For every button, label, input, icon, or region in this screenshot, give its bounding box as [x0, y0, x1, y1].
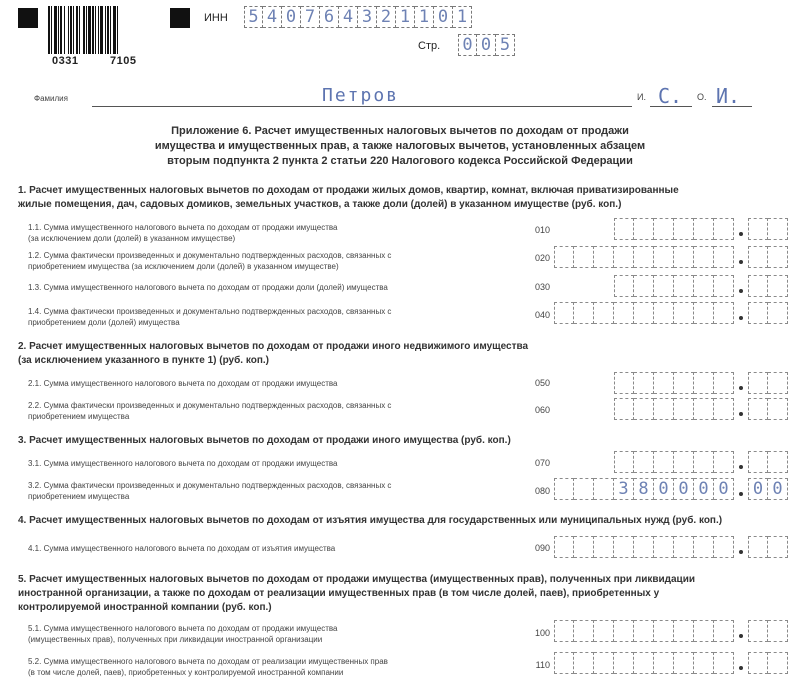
row-040-rubles-cells[interactable] [554, 302, 734, 324]
digit-cell[interactable] [694, 536, 714, 558]
barcode-bar [107, 6, 109, 54]
row-020-kopecks-cells[interactable] [748, 246, 788, 268]
barcode-bar [117, 6, 118, 54]
row-030-label [28, 282, 388, 293]
digit-cell[interactable] [594, 302, 614, 324]
decimal-separator [739, 260, 743, 264]
decimal-separator [739, 412, 743, 416]
row-100-label-line-1: 5.1. Сумма имущественного налогового вычета по доходам от продажи имущества [28, 624, 338, 633]
digit-cell[interactable] [694, 398, 714, 420]
row-010-label-line-1: 1.1. Сумма имущественного налогового вычета по доходам от продажи имущества [28, 223, 338, 232]
row-090-label-line-1: 4.1. Сумма имущественного налогового вычета по доходам от изъятия имущества [28, 544, 336, 553]
decimal-separator [739, 550, 743, 554]
corner-marker-left [18, 8, 38, 28]
digit-cell[interactable] [674, 302, 694, 324]
digit-cell[interactable] [748, 302, 768, 324]
row-020-label-line-1: 1.2. Сумма фактически произведенных и документально подтвержденных расходов, связанных с [28, 251, 392, 260]
digit-cell[interactable] [554, 620, 574, 642]
barcode-bar [105, 6, 106, 54]
barcode-bar [110, 6, 111, 54]
digit-cell[interactable]: 8 [634, 478, 654, 500]
digit-cell[interactable] [768, 620, 788, 642]
digit-cell[interactable] [634, 451, 654, 473]
digit-cell[interactable] [634, 620, 654, 642]
row-080-code: 080 [534, 486, 550, 496]
digit-cell[interactable] [694, 302, 714, 324]
row-110-label-line-2: (в том числе долей, паев), приобретенных у контролируемой иностранной компании [28, 668, 344, 677]
digit-cell[interactable]: 0 [674, 478, 694, 500]
digit-cell[interactable] [634, 275, 654, 297]
barcode-bar [88, 6, 91, 54]
row-030-code: 030 [534, 282, 550, 292]
digit-cell[interactable] [768, 398, 788, 420]
corner-marker-right [170, 8, 190, 28]
row-110-rubles-cells[interactable] [554, 652, 734, 674]
page-label: Стр. [418, 40, 441, 52]
section-2-heading-line-1: 2. Расчет имущественных налоговых вычетов по доходам от продажи иного недвижимого имущества [18, 341, 529, 352]
inn-digit-cell-8[interactable]: 2 [377, 6, 396, 28]
digit-cell[interactable] [768, 302, 788, 324]
appendix-title-line-3: вторым подпункта 2 пункта 2 статьи 220 Налогового кодекса Российской Федерации [167, 155, 633, 167]
digit-cell[interactable] [674, 398, 694, 420]
row-050-kopecks-cells[interactable] [748, 372, 788, 394]
row-100-kopecks-cells[interactable] [748, 620, 788, 642]
digit-cell[interactable] [634, 302, 654, 324]
digit-cell[interactable] [614, 536, 634, 558]
digit-cell[interactable] [574, 246, 594, 268]
inn-digit-cell-12[interactable]: 1 [453, 6, 472, 28]
row-010-label-line-2: (за исключением доли (долей) в указанном имуществе) [28, 234, 236, 243]
row-070-label-line-1: 3.1. Сумма имущественного налогового вычета по доходам от продажи имущества [28, 459, 338, 468]
row-060-kopecks-cells[interactable] [748, 398, 788, 420]
inn-field[interactable] [244, 6, 472, 28]
barcode-bar [54, 6, 57, 54]
decimal-separator [739, 232, 743, 236]
decimal-separator [739, 289, 743, 293]
digit-cell[interactable] [634, 372, 654, 394]
barcode-bar [64, 6, 65, 54]
digit-cell[interactable] [554, 302, 574, 324]
inn-digit-cell-10[interactable]: 1 [415, 6, 434, 28]
digit-cell[interactable] [694, 620, 714, 642]
digit-cell[interactable] [714, 451, 734, 473]
row-080-label-line-2: приобретением имущества [28, 492, 130, 501]
digit-cell[interactable] [694, 652, 714, 674]
digit-cell[interactable] [574, 536, 594, 558]
barcode-bar [60, 6, 62, 54]
digit-cell[interactable] [614, 218, 634, 240]
digit-cell[interactable] [674, 620, 694, 642]
barcode-bar [73, 6, 74, 54]
digit-cell[interactable] [594, 620, 614, 642]
row-060-label [28, 400, 391, 422]
digit-cell[interactable] [768, 372, 788, 394]
row-090-kopecks-cells[interactable] [748, 536, 788, 558]
decimal-separator [739, 492, 743, 496]
section-4-heading-line-1: 4. Расчет имущественных налоговых вычетов по доходам от изъятия имущества для государственных или муниципальных нужд (руб. коп.) [18, 515, 723, 526]
appendix-title-line-1: Приложение 6. Расчет имущественных налоговых вычетов по доходам от продажи [171, 125, 629, 137]
digit-cell[interactable] [554, 478, 574, 500]
surname-value[interactable]: Петров [322, 85, 400, 106]
digit-cell[interactable] [768, 218, 788, 240]
barcode-number-right: 7105 [110, 55, 137, 67]
page-digit-cell-3[interactable]: 5 [496, 34, 515, 56]
digit-cell[interactable] [634, 652, 654, 674]
row-090-label [28, 543, 335, 554]
row-060-code: 060 [534, 405, 550, 415]
row-040-label-line-2: приобретением доли (долей) имущества [28, 318, 180, 327]
barcode-bar [70, 6, 72, 54]
row-100-code: 100 [534, 628, 550, 638]
barcode-bar [51, 6, 52, 54]
digit-cell[interactable] [654, 218, 674, 240]
row-040-label [28, 306, 391, 328]
digit-cell[interactable] [674, 372, 694, 394]
inn-digit-cell-3[interactable]: 0 [282, 6, 301, 28]
inn-label: ИНН [204, 12, 228, 24]
section-3-heading-line-1: 3. Расчет имущественных налоговых вычетов по доходам от продажи иного имущества (руб. коп.) [18, 435, 511, 446]
row-060-rubles-cells[interactable] [614, 398, 734, 420]
digit-cell[interactable] [694, 451, 714, 473]
row-070-kopecks-cells[interactable] [748, 451, 788, 473]
barcode-bar [95, 6, 96, 54]
digit-cell[interactable] [674, 275, 694, 297]
digit-cell[interactable] [674, 451, 694, 473]
row-030-rubles-cells[interactable] [614, 275, 734, 297]
barcode-bar [48, 6, 50, 54]
row-020-code: 020 [534, 253, 550, 263]
digit-cell[interactable]: 0 [714, 478, 734, 500]
barcode [48, 6, 148, 54]
barcode-bar [98, 6, 99, 54]
digit-cell[interactable] [714, 246, 734, 268]
row-050-code: 050 [534, 378, 550, 388]
digit-cell[interactable] [594, 536, 614, 558]
digit-cell[interactable] [574, 652, 594, 674]
digit-cell[interactable] [554, 536, 574, 558]
digit-cell[interactable] [594, 652, 614, 674]
row-060-label-line-1: 2.2. Сумма фактически произведенных и документально подтвержденных расходов, связанных с [28, 401, 392, 410]
inn-digit-cell-7[interactable]: 3 [358, 6, 377, 28]
decimal-separator [739, 316, 743, 320]
digit-cell[interactable] [654, 652, 674, 674]
digit-cell[interactable] [748, 652, 768, 674]
barcode-bar [86, 6, 87, 54]
barcode-bar [68, 6, 69, 54]
initial-second-value[interactable]: И. [716, 84, 741, 108]
barcode-bar [79, 6, 80, 54]
digit-cell[interactable] [768, 536, 788, 558]
inn-digit-cell-9[interactable]: 1 [396, 6, 415, 28]
inn-digit-cell-2[interactable]: 4 [263, 6, 282, 28]
digit-cell[interactable] [748, 536, 768, 558]
row-080-rubles-cells[interactable] [554, 478, 734, 500]
row-100-label-line-2: (имущественных прав), полученных при ликвидации иностранной организации [28, 635, 323, 644]
digit-cell[interactable] [574, 302, 594, 324]
digit-cell[interactable] [714, 218, 734, 240]
digit-cell[interactable] [768, 451, 788, 473]
barcode-bar [100, 6, 103, 54]
row-100-label [28, 623, 338, 645]
digit-cell[interactable] [714, 620, 734, 642]
digit-cell[interactable]: 0 [748, 478, 768, 500]
digit-cell[interactable] [614, 275, 634, 297]
digit-cell[interactable] [654, 398, 674, 420]
digit-cell[interactable] [694, 218, 714, 240]
digit-cell[interactable] [694, 275, 714, 297]
barcode-bar [92, 6, 94, 54]
digit-cell[interactable] [674, 218, 694, 240]
digit-cell[interactable] [694, 372, 714, 394]
digit-cell[interactable] [574, 478, 594, 500]
digit-cell[interactable] [654, 536, 674, 558]
row-090-rubles-cells[interactable] [554, 536, 734, 558]
row-110-code: 110 [535, 660, 550, 670]
barcode-number-left: 0331 [52, 55, 79, 67]
row-030-kopecks-cells[interactable] [748, 275, 788, 297]
digit-cell[interactable] [614, 246, 634, 268]
barcode-bar [83, 6, 85, 54]
digit-cell[interactable] [714, 652, 734, 674]
digit-cell[interactable] [714, 275, 734, 297]
digit-cell[interactable] [748, 218, 768, 240]
inn-digit-cell-1[interactable]: 5 [244, 6, 263, 28]
section-5-heading-line-1: 5. Расчет имущественных налоговых вычетов по доходам от продажи имущества (имущественных прав), полученных при ликвидации [18, 574, 695, 585]
surname-underline [92, 106, 632, 107]
section-1-heading-line-1: 1. Расчет имущественных налоговых вычетов по доходам от продажи жилых домов, квартир, комнат, включая приватизированные [18, 185, 679, 196]
digit-cell[interactable] [748, 275, 768, 297]
digit-cell[interactable] [574, 620, 594, 642]
row-010-code: 010 [534, 225, 550, 235]
row-050-label [28, 378, 338, 389]
section-1-heading-line-2: жилые помещения, дач, садовых домиков, земельных участков, а также доли (долей) в указанном имуществе (руб. коп.) [18, 199, 622, 210]
row-010-label [28, 222, 338, 244]
digit-cell[interactable] [654, 246, 674, 268]
row-020-rubles-cells[interactable] [554, 246, 734, 268]
digit-cell[interactable] [674, 246, 694, 268]
digit-cell[interactable] [748, 398, 768, 420]
row-070-label [28, 458, 338, 469]
digit-cell[interactable] [654, 302, 674, 324]
decimal-separator [739, 386, 743, 390]
inn-digit-cell-4[interactable]: 7 [301, 6, 320, 28]
digit-cell[interactable] [554, 652, 574, 674]
appendix-title-line-2: имущества и имущественных прав, а также налоговых вычетов, установленных абзацем [154, 140, 646, 152]
row-040-kopecks-cells[interactable] [748, 302, 788, 324]
section-5-heading-line-2: иностранной организации, а также по доходам от реализации имущественных прав (в том числе долей, паев), приобретенных у [18, 588, 660, 599]
page-digit-cell-2[interactable]: 0 [477, 34, 496, 56]
initial-first-label: И. [637, 92, 646, 102]
digit-cell[interactable] [614, 652, 634, 674]
row-080-label [28, 480, 391, 502]
digit-cell[interactable] [654, 275, 674, 297]
section-5-heading-line-3: контролируемой иностранной компании (руб. коп.) [18, 602, 272, 613]
row-110-label-line-1: 5.2. Сумма имущественного налогового вычета по доходам от реализации имущественных прав [28, 657, 388, 666]
digit-cell[interactable] [654, 372, 674, 394]
section-2-heading-line-2: (за исключением указанного в пункте 1) (руб. коп.) [18, 355, 269, 366]
row-110-label [28, 656, 388, 678]
digit-cell[interactable] [768, 246, 788, 268]
barcode-bar [58, 6, 59, 54]
digit-cell[interactable] [614, 398, 634, 420]
row-080-kopecks-cells[interactable] [748, 478, 788, 500]
inn-digit-cell-5[interactable]: 6 [320, 6, 339, 28]
digit-cell[interactable] [614, 620, 634, 642]
digit-cell[interactable] [634, 536, 654, 558]
digit-cell[interactable] [614, 302, 634, 324]
row-070-rubles-cells[interactable] [614, 451, 734, 473]
initial-second-label: О. [697, 92, 707, 102]
digit-cell[interactable] [714, 302, 734, 324]
row-020-label-line-2: приобретением имущества (за исключением доли (долей) в указанном имуществе) [28, 262, 339, 271]
digit-cell[interactable] [674, 536, 694, 558]
digit-cell[interactable] [768, 275, 788, 297]
digit-cell[interactable] [614, 372, 634, 394]
inn-digit-cell-11[interactable]: 0 [434, 6, 453, 28]
digit-cell[interactable] [748, 246, 768, 268]
page-number-field[interactable] [458, 34, 515, 56]
page-digit-cell-1[interactable]: 0 [458, 34, 477, 56]
row-020-label [28, 250, 391, 272]
decimal-separator [739, 666, 743, 670]
digit-cell[interactable]: 0 [654, 478, 674, 500]
row-040-code: 040 [534, 310, 550, 320]
digit-cell[interactable] [768, 652, 788, 674]
surname-label: Фамилия [34, 94, 68, 103]
initial-first-value[interactable]: С. [658, 84, 683, 108]
digit-cell[interactable] [748, 620, 768, 642]
row-050-rubles-cells[interactable] [614, 372, 734, 394]
digit-cell[interactable] [674, 652, 694, 674]
digit-cell[interactable]: 0 [768, 478, 788, 500]
row-030-label-line-1: 1.3. Сумма имущественного налогового вычета по доходам от продажи доли (долей) имущества [28, 283, 388, 292]
digit-cell[interactable] [634, 398, 654, 420]
digit-cell[interactable] [694, 246, 714, 268]
digit-cell[interactable]: 0 [694, 478, 714, 500]
digit-cell[interactable] [714, 536, 734, 558]
row-080-label-line-1: 3.2. Сумма фактически произведенных и документально подтвержденных расходов, связанных с [28, 481, 392, 490]
row-110-kopecks-cells[interactable] [748, 652, 788, 674]
digit-cell[interactable] [748, 372, 768, 394]
digit-cell[interactable] [714, 398, 734, 420]
row-060-label-line-2: приобретением имущества [28, 412, 130, 421]
digit-cell[interactable]: 3 [614, 478, 634, 500]
digit-cell[interactable] [594, 246, 614, 268]
row-040-label-line-1: 1.4. Сумма фактически произведенных и документально подтвержденных расходов, связанных с [28, 307, 392, 316]
barcode-bar [76, 6, 78, 54]
inn-digit-cell-6[interactable]: 4 [339, 6, 358, 28]
digit-cell[interactable] [614, 451, 634, 473]
barcode-bar [113, 6, 116, 54]
decimal-separator [739, 465, 743, 469]
digit-cell[interactable] [634, 218, 654, 240]
row-010-rubles-cells[interactable] [614, 218, 734, 240]
decimal-separator [739, 634, 743, 638]
row-010-kopecks-cells[interactable] [748, 218, 788, 240]
digit-cell[interactable] [594, 478, 614, 500]
digit-cell[interactable] [634, 246, 654, 268]
row-050-label-line-1: 2.1. Сумма имущественного налогового вычета по доходам от продажи имущества [28, 379, 338, 388]
digit-cell[interactable] [748, 451, 768, 473]
row-090-code: 090 [534, 543, 550, 553]
digit-cell[interactable] [554, 246, 574, 268]
row-070-code: 070 [534, 458, 550, 468]
digit-cell[interactable] [654, 620, 674, 642]
digit-cell[interactable] [714, 372, 734, 394]
row-100-rubles-cells[interactable] [554, 620, 734, 642]
digit-cell[interactable] [654, 451, 674, 473]
